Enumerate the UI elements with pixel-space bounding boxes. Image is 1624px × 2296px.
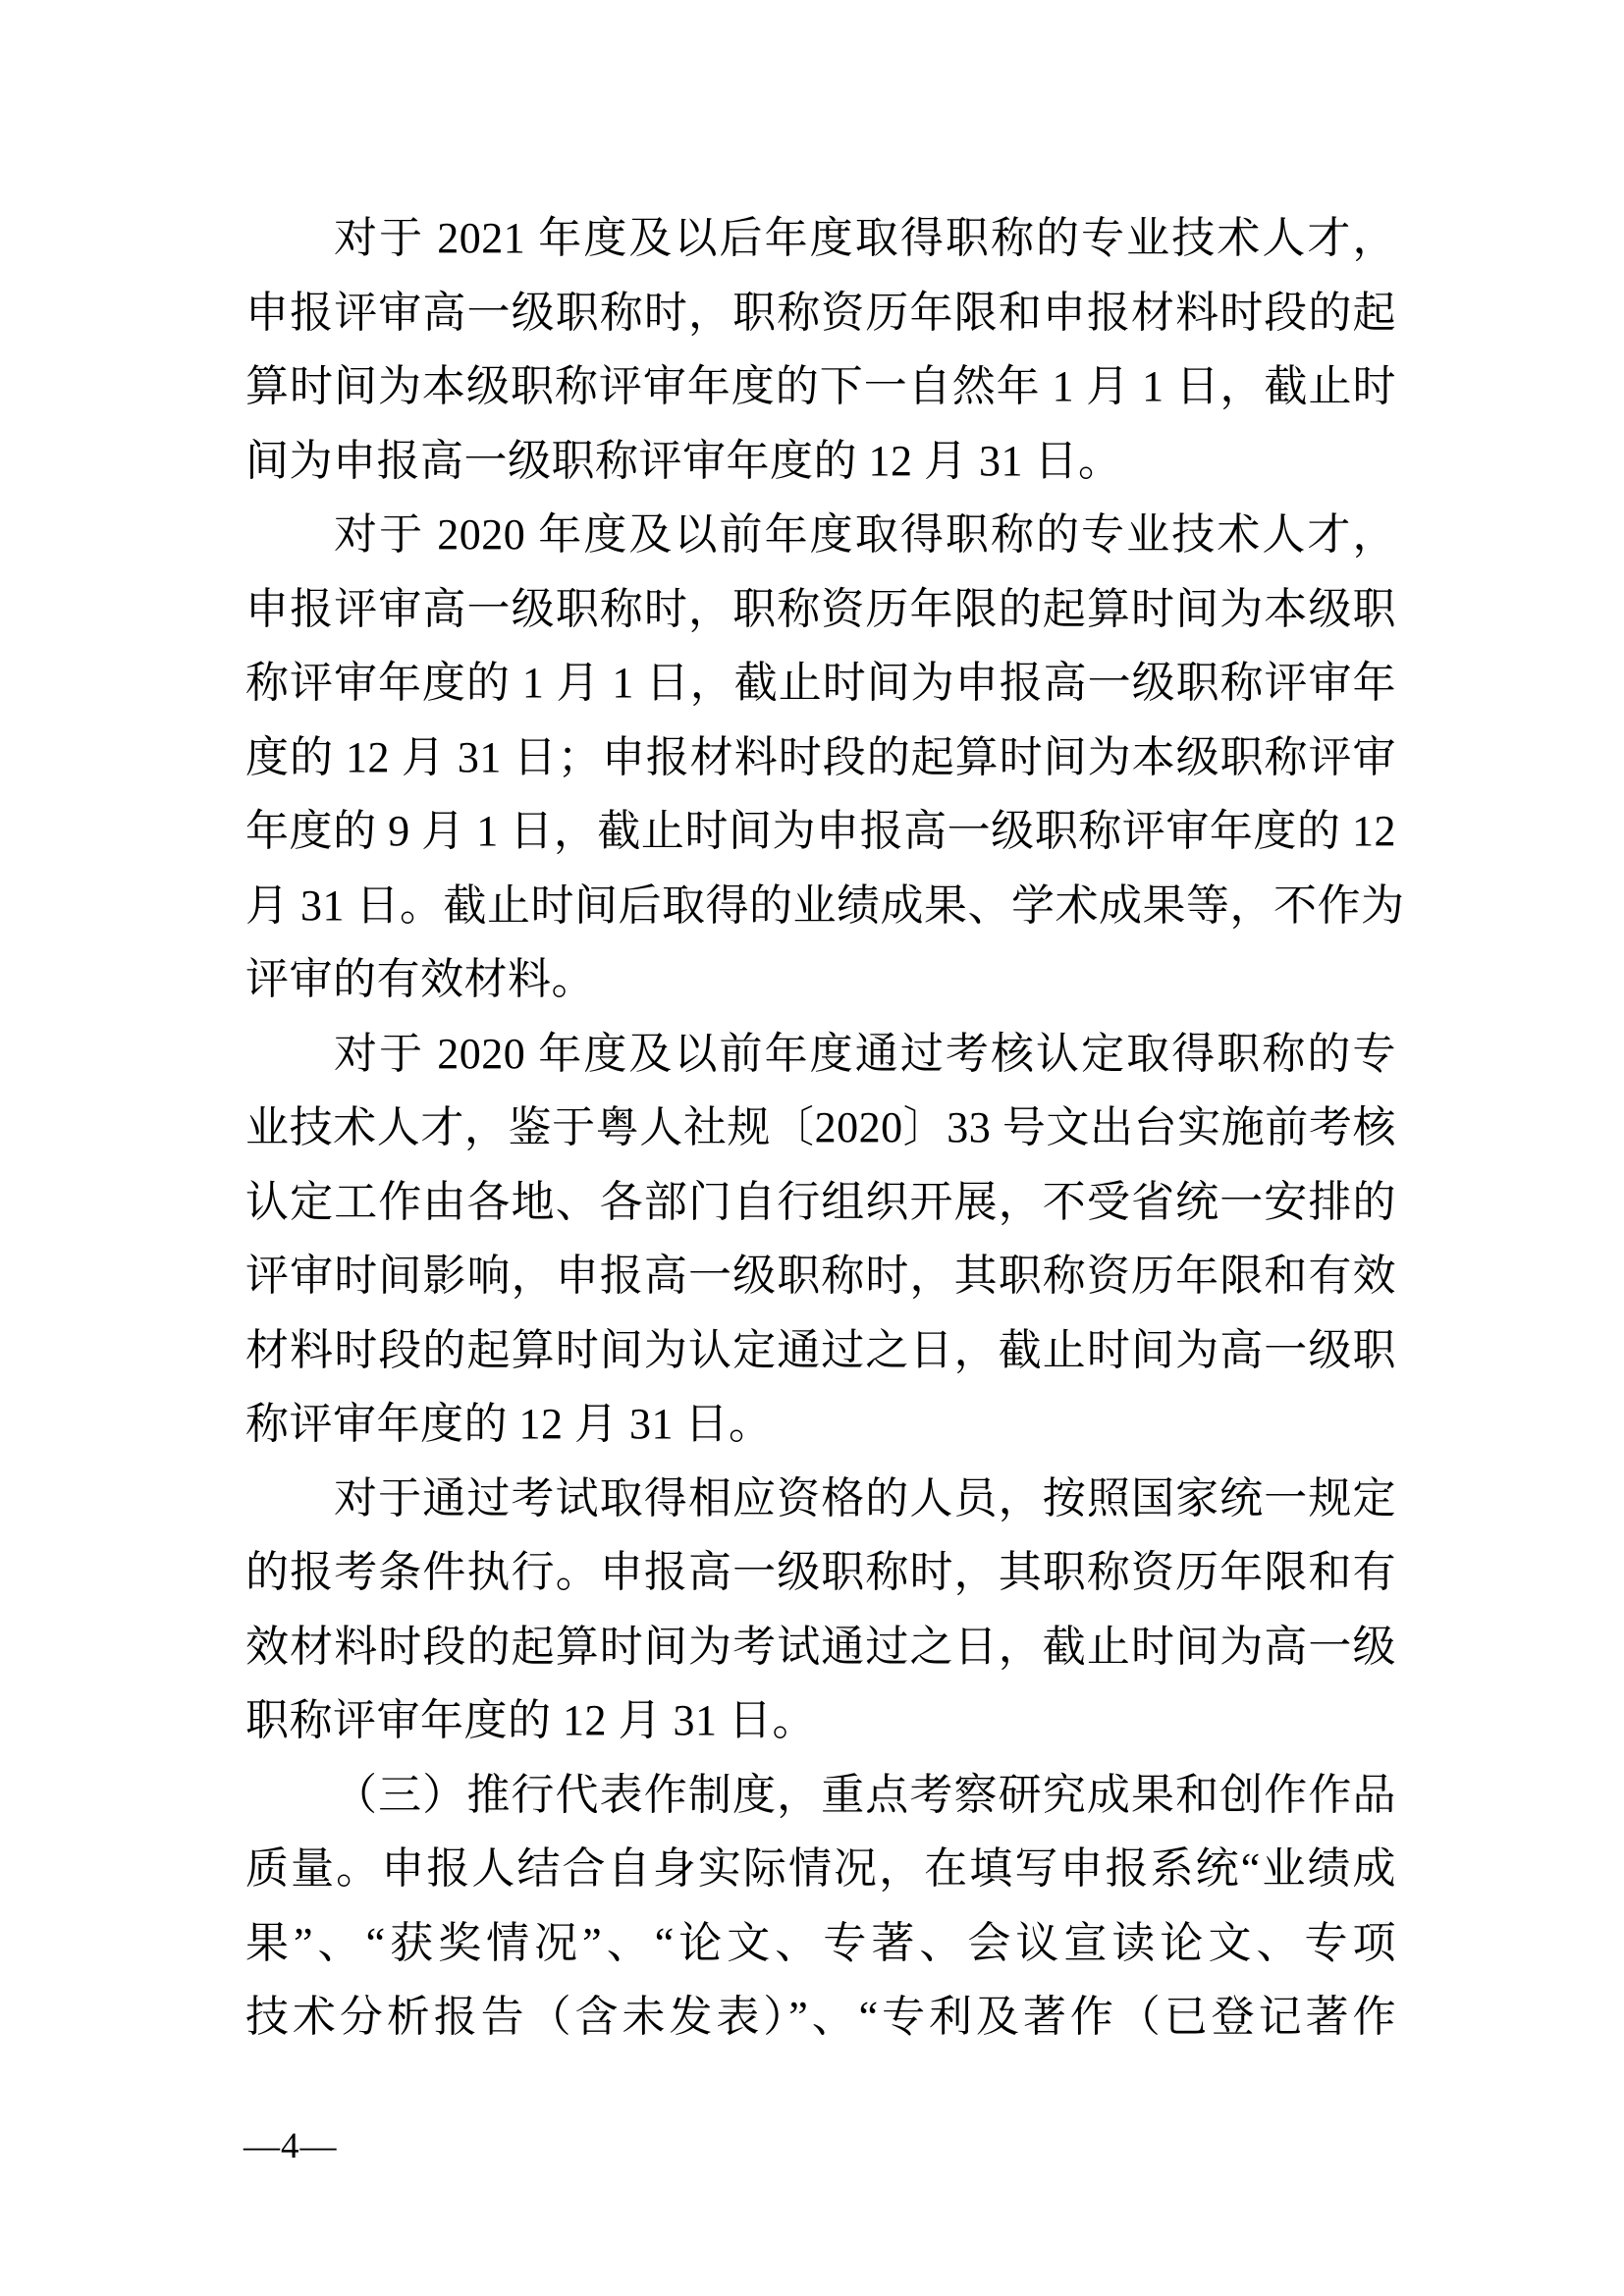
text-line: 对于通过考试取得相应资格的人员，按照国家统一规定 [334, 1473, 1396, 1522]
text-line: 申报评审高一级职称时，职称资历年限的起算时间为本级职 [245, 584, 1396, 633]
text-line: 年度的 9 月 1 日，截止时间为申报高一级职称评审年度的 12 [245, 807, 1396, 855]
text-line: 评审时间影响，申报高一级职称时，其职称资历年限和有效 [245, 1252, 1396, 1300]
text-line: 算时间为本级职称评审年度的下一自然年 1 月 1 日，截止时 [245, 362, 1396, 410]
text-line: 的报考条件执行。申报高一级职称时，其职称资历年限和有 [245, 1548, 1396, 1596]
text-line: （三）推行代表作制度，重点考察研究成果和创作作品 [334, 1770, 1396, 1819]
text-line: 称评审年度的 1 月 1 日，截止时间为申报高一级职称评审年 [245, 659, 1396, 707]
document-body [245, 201, 1405, 2055]
page-number: —4— [244, 2126, 338, 2166]
text-line: 业技术人才，鉴于粤人社规〔2020〕33 号文出台实施前考核 [245, 1103, 1396, 1151]
text-line: 认定工作由各地、各部门自行组织开展，不受省统一安排的 [245, 1177, 1396, 1226]
text-line: 职称评审年度的 12 月 31 日。 [245, 1696, 816, 1744]
text-line: 效材料时段的起算时间为考试通过之日，截止时间为高一级 [245, 1622, 1396, 1671]
text-line: 对于 2020 年度及以前年度通过考核认定取得职称的专 [334, 1029, 1396, 1078]
text-line: 月 31 日。截止时间后取得的业绩成果、学术成果等，不作为 [245, 881, 1405, 930]
text-line: 评审的有效材料。 [245, 955, 595, 1003]
text-line: 对于 2021 年度及以后年度取得职称的专业技术人才， [334, 214, 1396, 262]
text-line: 质量。申报人结合自身实际情况，在填写申报系统“业绩成 [245, 1844, 1396, 1893]
text-line: 度的 12 月 31 日；申报材料时段的起算时间为本级职称评审 [245, 732, 1396, 781]
text-line: 间为申报高一级职称评审年度的 12 月 31 日。 [245, 436, 1122, 485]
text-line: 对于 2020 年度及以前年度取得职称的专业技术人才， [334, 510, 1396, 559]
text-line: 申报评审高一级职称时，职称资历年限和申报材料时段的起 [245, 288, 1396, 337]
text-line: 材料时段的起算时间为认定通过之日，截止时间为高一级职 [245, 1325, 1396, 1374]
text-line: 称评审年度的 12 月 31 日。 [245, 1400, 773, 1448]
text-line: 技术分析报告（含未发表）”、“专利及著作（已登记著作 [245, 1993, 1396, 2041]
text-line: 果”、“获奖情况”、“论文、专著、会议宣读论文、专项 [245, 1918, 1396, 1967]
